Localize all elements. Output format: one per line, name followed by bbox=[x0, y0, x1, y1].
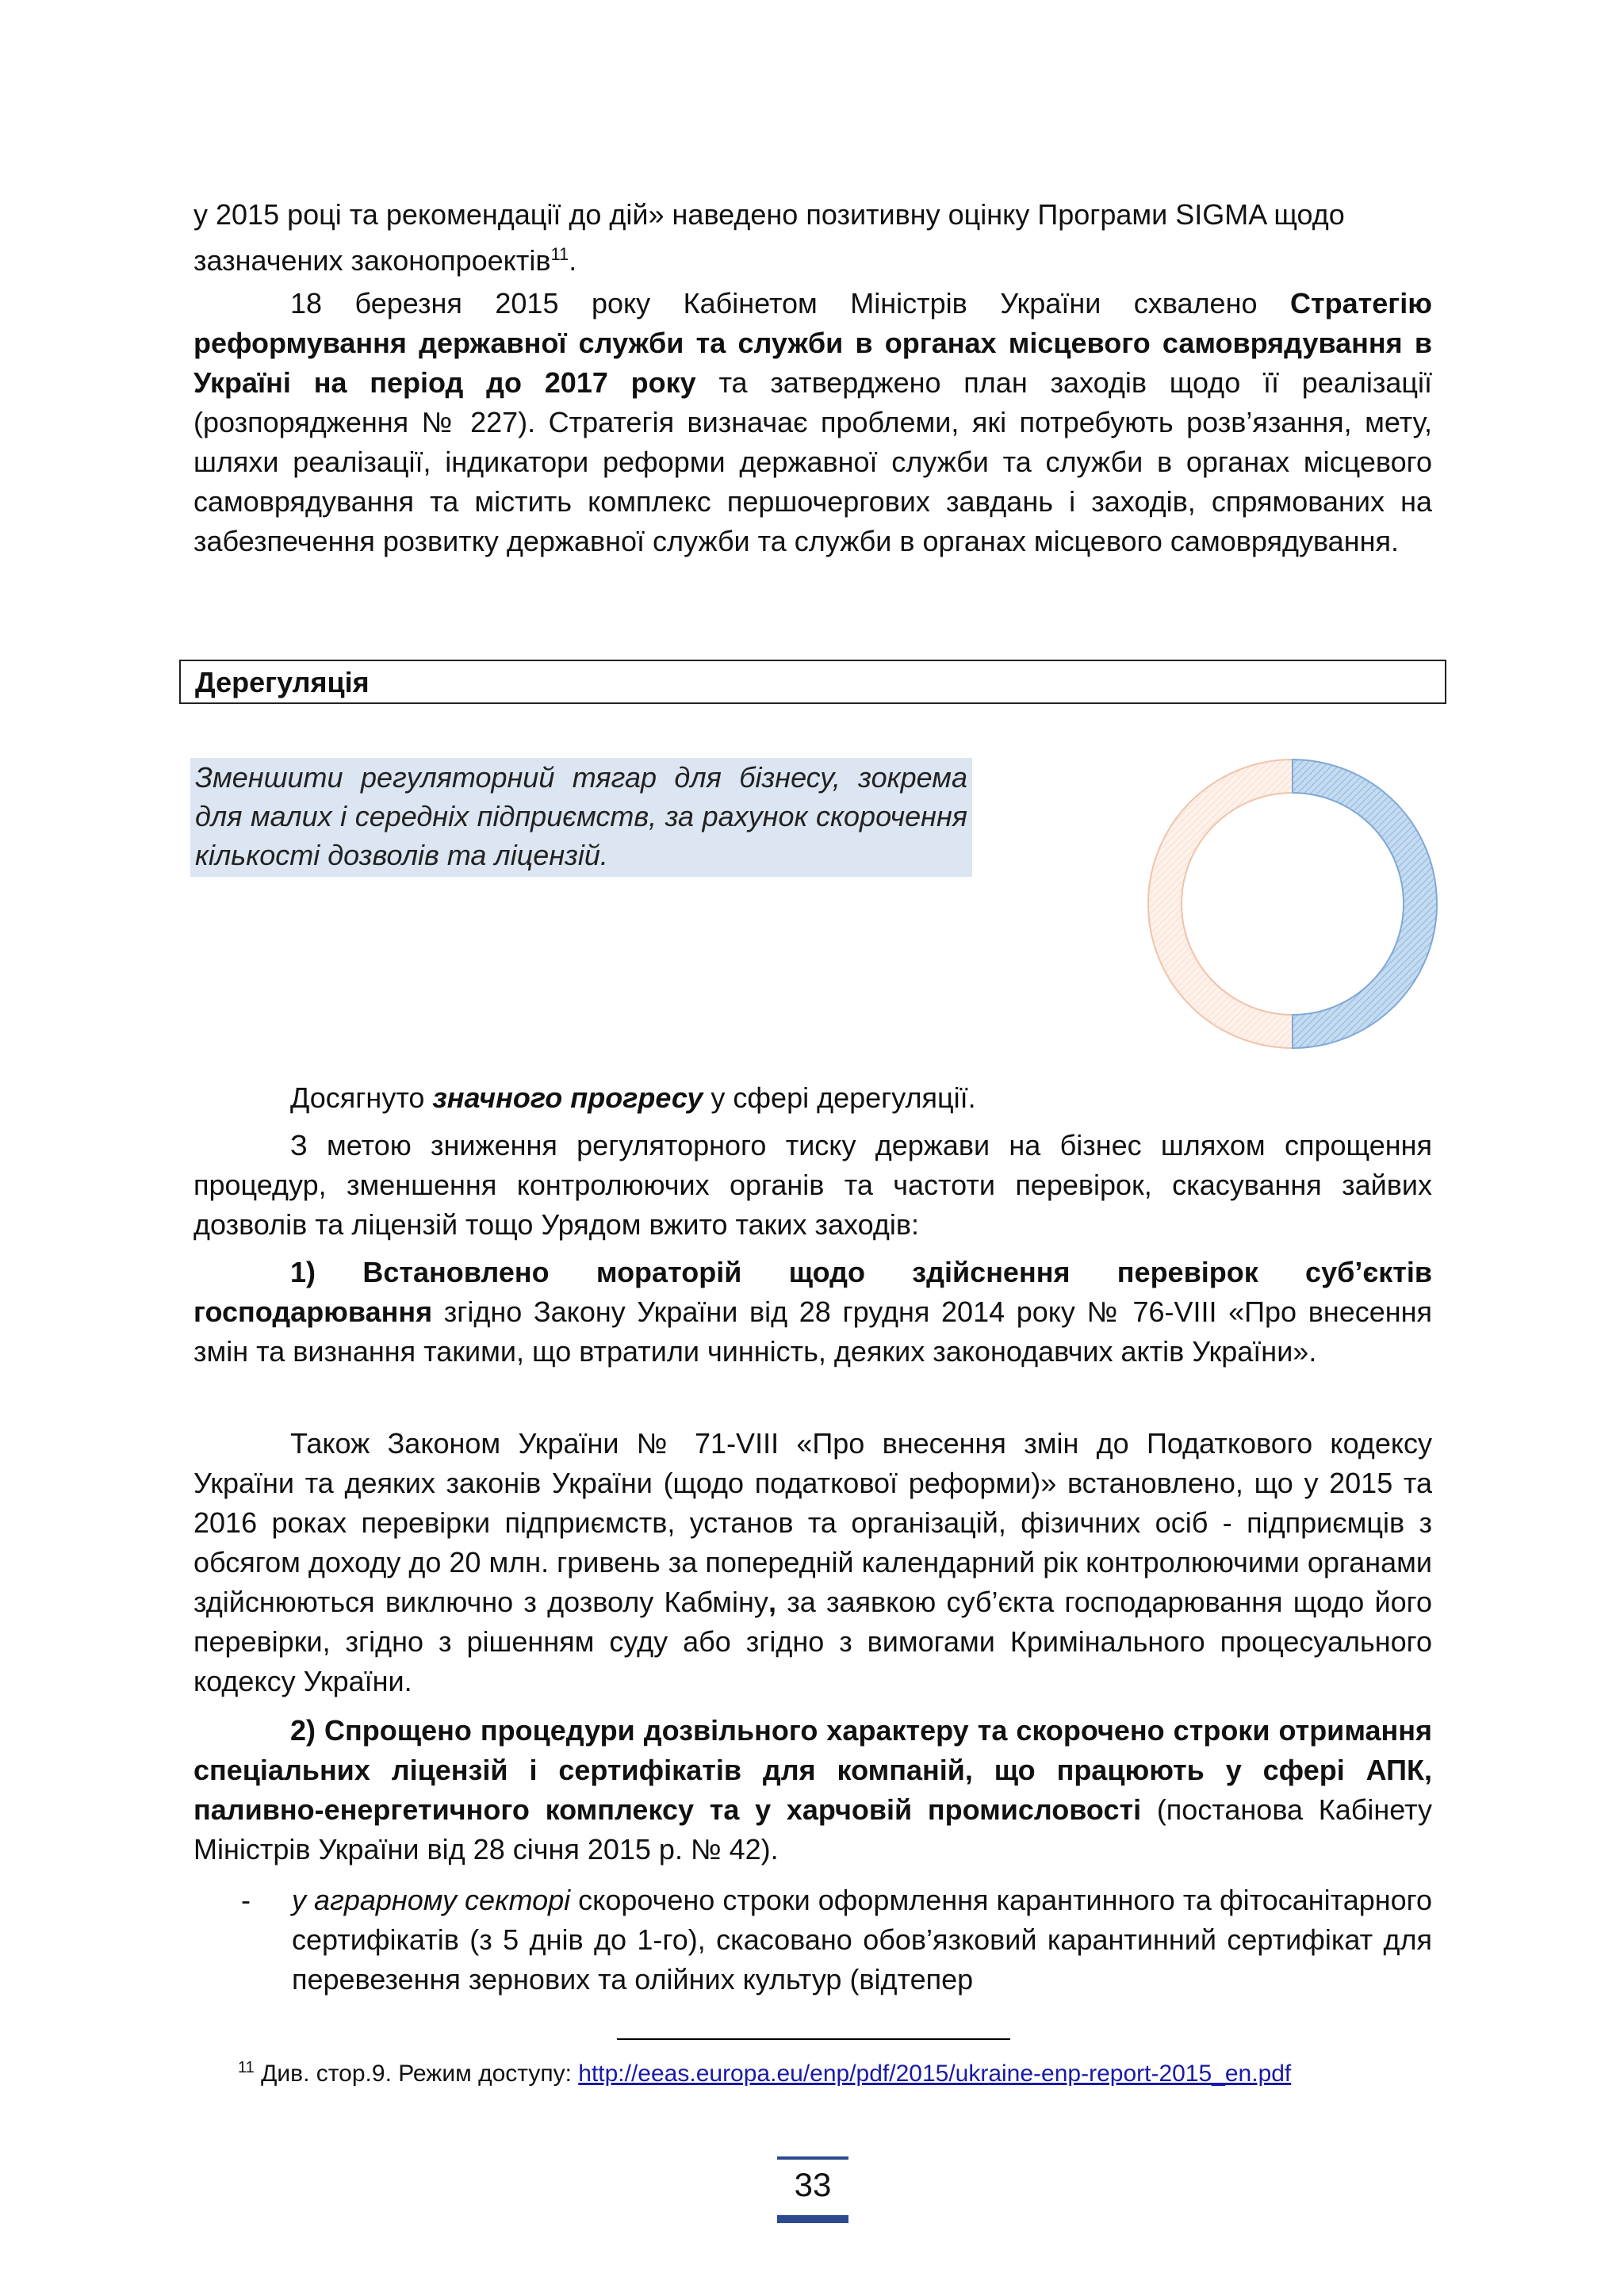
page-number-top-rule bbox=[777, 2156, 848, 2160]
strategy-rest: та затверджено план заходів щодо її реалізації (розпорядження № 227). Стратегія визначає проблеми, які потребують розв’язання, мету, шляхи реалізації, індикатори реформи державної служби та служби в органах місцевого самоврядування та містить комплекс першочергових завдань і заходів, спрямованих на забезпечення розвитку державної служби та служби в органах місцевого самоврядування. bbox=[193, 366, 1432, 557]
progress-donut-chart bbox=[1142, 753, 1443, 1054]
measures-intro-text: З метою зниження регуляторного тиску держави на бізнес шляхом спрощення процедур, зменшення контролюючих органів та частоти перевірок, скасування зайвих дозволів та ліцензій тощо Урядом вжито таких заходів: bbox=[193, 1129, 1432, 1241]
intro-end: . bbox=[569, 244, 577, 277]
also-after: за заявкою суб’єкта господарювання щодо його перевірки, згідно з рішенням суду або згідно з вимогами Кримінального процесуального кодексу України. bbox=[193, 1586, 1433, 1697]
item-2-bold: 2) Спрощено процедури дозвільного характеру та скорочено строки отримання спеціальних ліцензій і сертифікатів для компаній, що працюють у сфері АПК, паливно-енергетичного комплексу та у харчовій промисловості bbox=[193, 1714, 1432, 1826]
page-number: 33 bbox=[794, 2166, 832, 2203]
intro-line-1 bbox=[193, 195, 1432, 235]
progress-emphasis: значного прогресу bbox=[432, 1081, 703, 1114]
strategy-lead: 18 березня 2015 року Кабінетом Міністрів України схвалено bbox=[290, 287, 1290, 320]
footnote bbox=[238, 2052, 1291, 2090]
strategy-bold: Стратегію реформування державної служби та служби в органах місцевого самоврядування в Україні на період до 2017 року bbox=[193, 287, 1432, 399]
item-2-rest: (постанова Кабінету Міністрів України від 28 січня 2015 р. № 42). bbox=[193, 1793, 1432, 1866]
footnote-number: 11 bbox=[238, 2059, 255, 2076]
donut-filled-segment bbox=[1293, 760, 1437, 1048]
intro-line-2 bbox=[193, 235, 1432, 281]
progress-paragraph bbox=[193, 1078, 1432, 1118]
progress-tail: у сфері дерегуляції. bbox=[703, 1081, 976, 1114]
section-title: Дерегуляція bbox=[195, 666, 370, 698]
goal-highlight bbox=[190, 758, 972, 877]
intro-text: у 2015 році та рекомендації до дій» наведено позитивну оцінку Програми SIGMA щодо bbox=[193, 198, 1345, 231]
also-before: Також Законом України № 71-VIII «Про внесення змін до Податкового кодексу України та деяких законів України (щодо податкової реформи)» встановлено, що у 2015 та 2016 роках перевірки підприємств, установ та організацій, фізичних осіб - підприємців з обсягом доходу до 20 млн. гривень за попередній календарний рік контролюючими органами здійснюються виключно з дозволу Кабміну bbox=[193, 1427, 1432, 1618]
list-bullet: - bbox=[241, 1884, 251, 1916]
page-number-bottom-rule bbox=[777, 2215, 848, 2223]
list-item-emphasis: у аграрному секторі bbox=[292, 1884, 571, 1916]
item-1-paragraph bbox=[193, 1253, 1432, 1372]
measures-intro-paragraph bbox=[193, 1126, 1432, 1245]
intro-text-2: зазначених законопроектів bbox=[193, 244, 551, 277]
footnote-separator bbox=[617, 2038, 1010, 2040]
also-paragraph bbox=[193, 1424, 1432, 1701]
also-comma: , bbox=[768, 1586, 776, 1618]
list-item-rest: скорочено строки оформлення карантинного та фітосанітарного сертифікатів (з 5 днів до 1-го), скасовано обов’язковий карантинний сертифікат для перевезення зернових та олійних культур (відтепер bbox=[292, 1884, 1432, 1996]
item-1-bold: 1) Встановлено мораторій щодо здійснення перевірок суб’єктів господарювання bbox=[193, 1256, 1432, 1328]
strategy-paragraph bbox=[193, 284, 1432, 561]
footnote-ref[interactable]: 11 bbox=[550, 244, 569, 264]
footnote-text: Див. стор.9. Режим доступу: bbox=[254, 2061, 579, 2087]
item-1-rest: згідно Закону України від 28 грудня 2014 року № 76-VIII «Про внесення змін та визнання такими, що втратили чинність, деяких законодавчих актів України». bbox=[193, 1295, 1432, 1368]
goal-text: Зменшити регуляторний тягар для бізнесу, зокрема для малих і середніх підприємств, за рахунок скорочення кількості дозволів та ліцензій. bbox=[195, 761, 967, 871]
list-item-agrarian bbox=[292, 1881, 1432, 1999]
item-2-paragraph bbox=[193, 1711, 1432, 1869]
progress-lead: Досягнуто bbox=[290, 1081, 433, 1114]
section-header-box bbox=[179, 660, 1446, 704]
donut-remaining-segment bbox=[1148, 760, 1293, 1048]
footnote-link[interactable]: http://eeas.europa.eu/enp/pdf/2015/ukraine-enp-report-2015_en.pdf bbox=[578, 2061, 1292, 2087]
